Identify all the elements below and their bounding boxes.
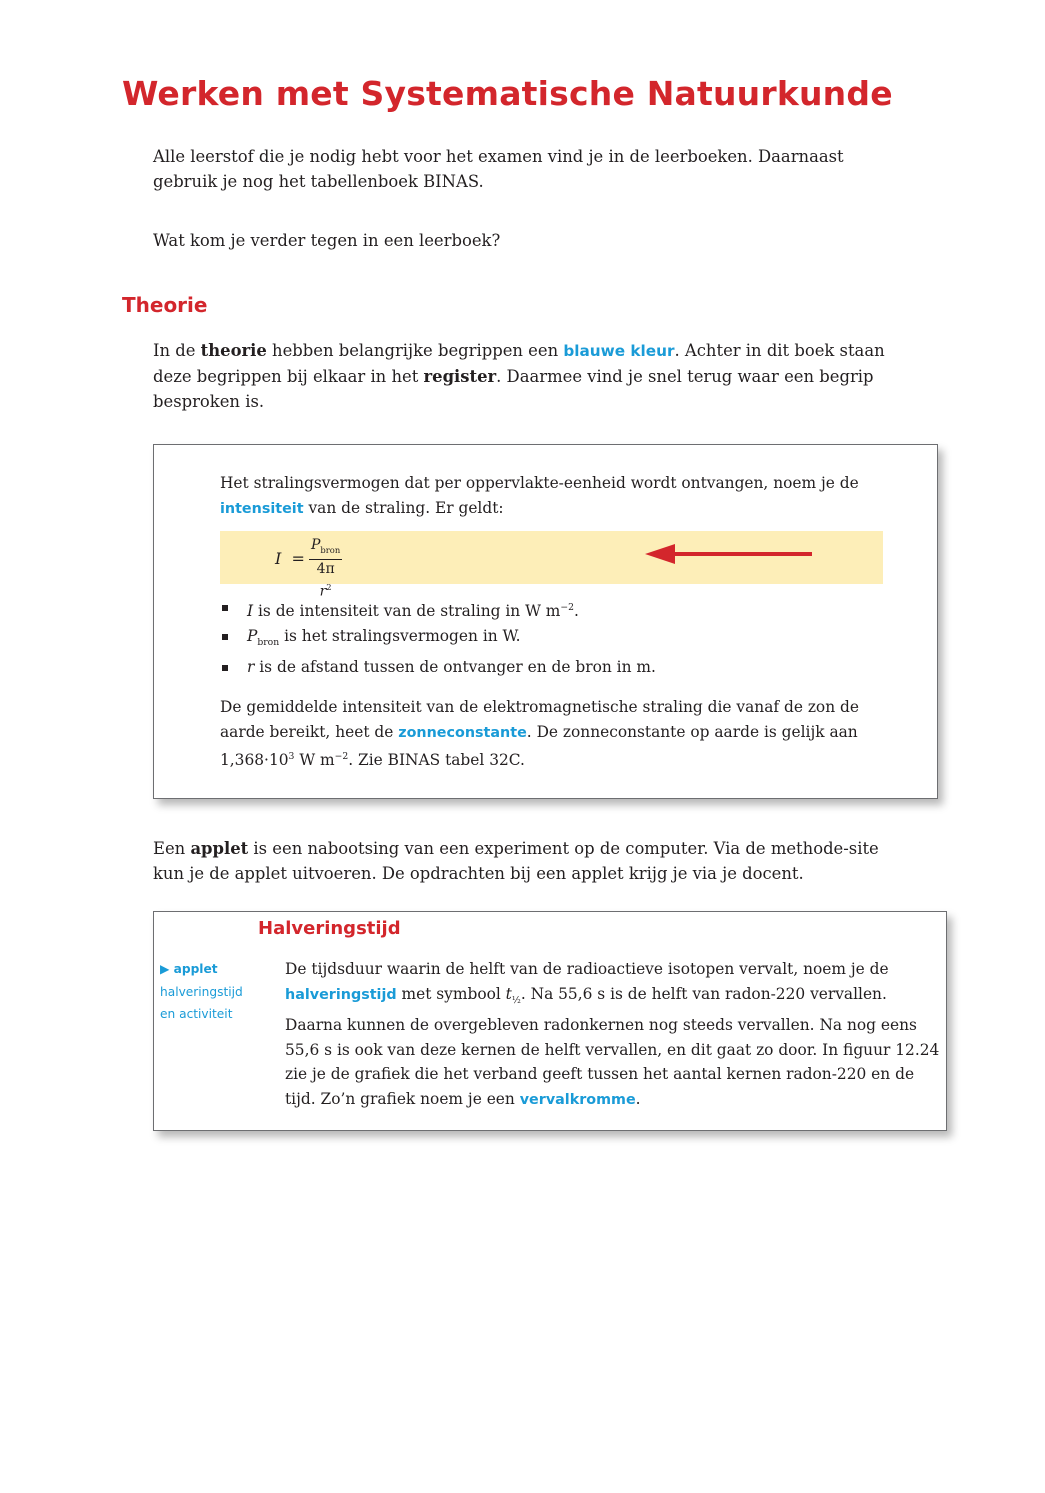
page-title: Werken met Systematische Natuurkunde: [122, 74, 893, 113]
intensity-definition: [220, 471, 880, 521]
applet-text-1: Een: [153, 839, 191, 858]
formula-denominator-prefix: 4π: [316, 560, 335, 577]
applet-link-label[interactable]: ▶ applet: [160, 962, 218, 976]
symbol-subscript: bron: [257, 637, 280, 649]
term-vervalkromme: vervalkromme: [519, 1091, 636, 1108]
list-item: [220, 655, 656, 680]
theory-text-2: hebben belangrijke begrippen een: [266, 341, 564, 360]
applet-text-2: is een nabootsing van een experiment op de computer. Via de methode-site kun je de applet uitvoeren. De opdrachten bij een applet krijg je via je docent.: [153, 839, 879, 883]
red-arrow-icon: [645, 542, 815, 566]
exponent-minus-2: −2: [334, 751, 349, 762]
box2-text-1: De tijdsduur waarin de helft van de radioactieve isotopen vervalt, noem je de: [285, 960, 889, 978]
list-item: [220, 595, 656, 624]
symbol-list: [220, 595, 656, 680]
symbol: r: [247, 658, 255, 677]
applet-link-line-2[interactable]: halveringstijd: [160, 984, 243, 999]
theory-text-3: . Achter in dit boek staan deze begrippen bij elkaar in het: [153, 341, 885, 386]
symbol: P: [247, 627, 258, 646]
term-zonneconstante: zonneconstante: [398, 724, 527, 741]
list-item-end: .: [574, 602, 579, 621]
formula-numerator-sub: bron: [320, 544, 341, 555]
keyword-applet: applet: [190, 839, 249, 858]
applet-paragraph: [153, 836, 893, 886]
half-life-symbol: t: [505, 984, 512, 1003]
box1-text-2: van de straling. Er geldt:: [303, 498, 504, 517]
keyword-register: register: [423, 367, 497, 386]
list-item: [220, 624, 656, 655]
half-life-text: [285, 957, 941, 1112]
formula-equals: =: [291, 549, 305, 568]
box1-p2-a: De gemiddelde intensiteit van de elektromagnetische straling die vanaf de zon de aarde bereikt, heet de: [220, 698, 859, 741]
intro-paragraph-1: Alle leerstof die je nodig hebt voor het examen vind je in de leerboeken. Daarnaast gebruik je nog het tabellenboek BINAS.: [153, 147, 844, 191]
theory-text-1: In de: [153, 341, 201, 360]
term-halveringstijd: halveringstijd: [285, 986, 397, 1003]
solar-constant-paragraph: [220, 695, 880, 773]
symbol: I: [247, 602, 254, 621]
intro-paragraph-2: Wat kom je verder tegen in een leerboek?: [153, 231, 501, 250]
half-life-box: [153, 911, 947, 1131]
applet-link-line-3[interactable]: en activiteit: [160, 1007, 233, 1021]
box1-text-1: Het stralingsvermogen dat per oppervlakte-eenheid wordt ontvangen, noem je de: [220, 474, 859, 492]
keyword-theorie: theorie: [200, 341, 267, 360]
exponent-3: 3: [288, 751, 295, 762]
box2-text-4: .: [635, 1089, 641, 1108]
formula-fraction: [309, 537, 342, 600]
theory-text-4: . Daarmee vind je snel terug waar een begrip besproken is.: [153, 367, 874, 411]
theory-heading: Theorie: [122, 293, 208, 317]
symbol-description: is de intensiteit van de straling in W m: [253, 602, 561, 621]
term-intensiteit: intensiteit: [220, 500, 304, 517]
term-blauwe-kleur: blauwe kleur: [563, 342, 675, 360]
box2-text-3: . Na 55,6 s is de helft van radon-220 vervallen. Daarna kunnen de overgebleven radonkernen nog steeds vervallen. Na nog eens 55,6 s is ook van deze kernen de helft vervallen, en dit gaat zo door. In figuur 12.24 zie je de grafiek die het verband geeft tussen het aantal kernen radon-220 en de tijd. Zo’n grafiek noem je een: [285, 984, 940, 1108]
intensity-theory-box: [153, 444, 938, 799]
symbol-description: is de afstand tussen de ontvanger en de bron in m.: [254, 658, 656, 677]
formula-lhs: I: [275, 549, 282, 568]
theory-paragraph: [153, 338, 893, 414]
half-life-subscript: ½: [511, 994, 521, 1006]
applet-sidebar-link[interactable]: [160, 958, 243, 1026]
formula-numerator-var: P: [311, 537, 321, 553]
box1-p2-c: W m: [294, 751, 335, 770]
formula-highlight: [220, 531, 883, 600]
unit-exponent: −2: [560, 602, 575, 613]
half-life-heading: Halveringstijd: [258, 918, 401, 939]
formula-denominator-var: r: [319, 583, 327, 600]
box1-p2-b: . De zonneconstante op aarde is gelijk aan 1,368·10: [220, 722, 858, 770]
box2-text-2: met symbool: [396, 984, 506, 1003]
symbol-description: is het stralingsvermogen in W.: [279, 627, 521, 646]
box1-p2-d: . Zie BINAS tabel 32C.: [348, 751, 525, 770]
formula-denominator-sup: 2: [326, 581, 332, 592]
